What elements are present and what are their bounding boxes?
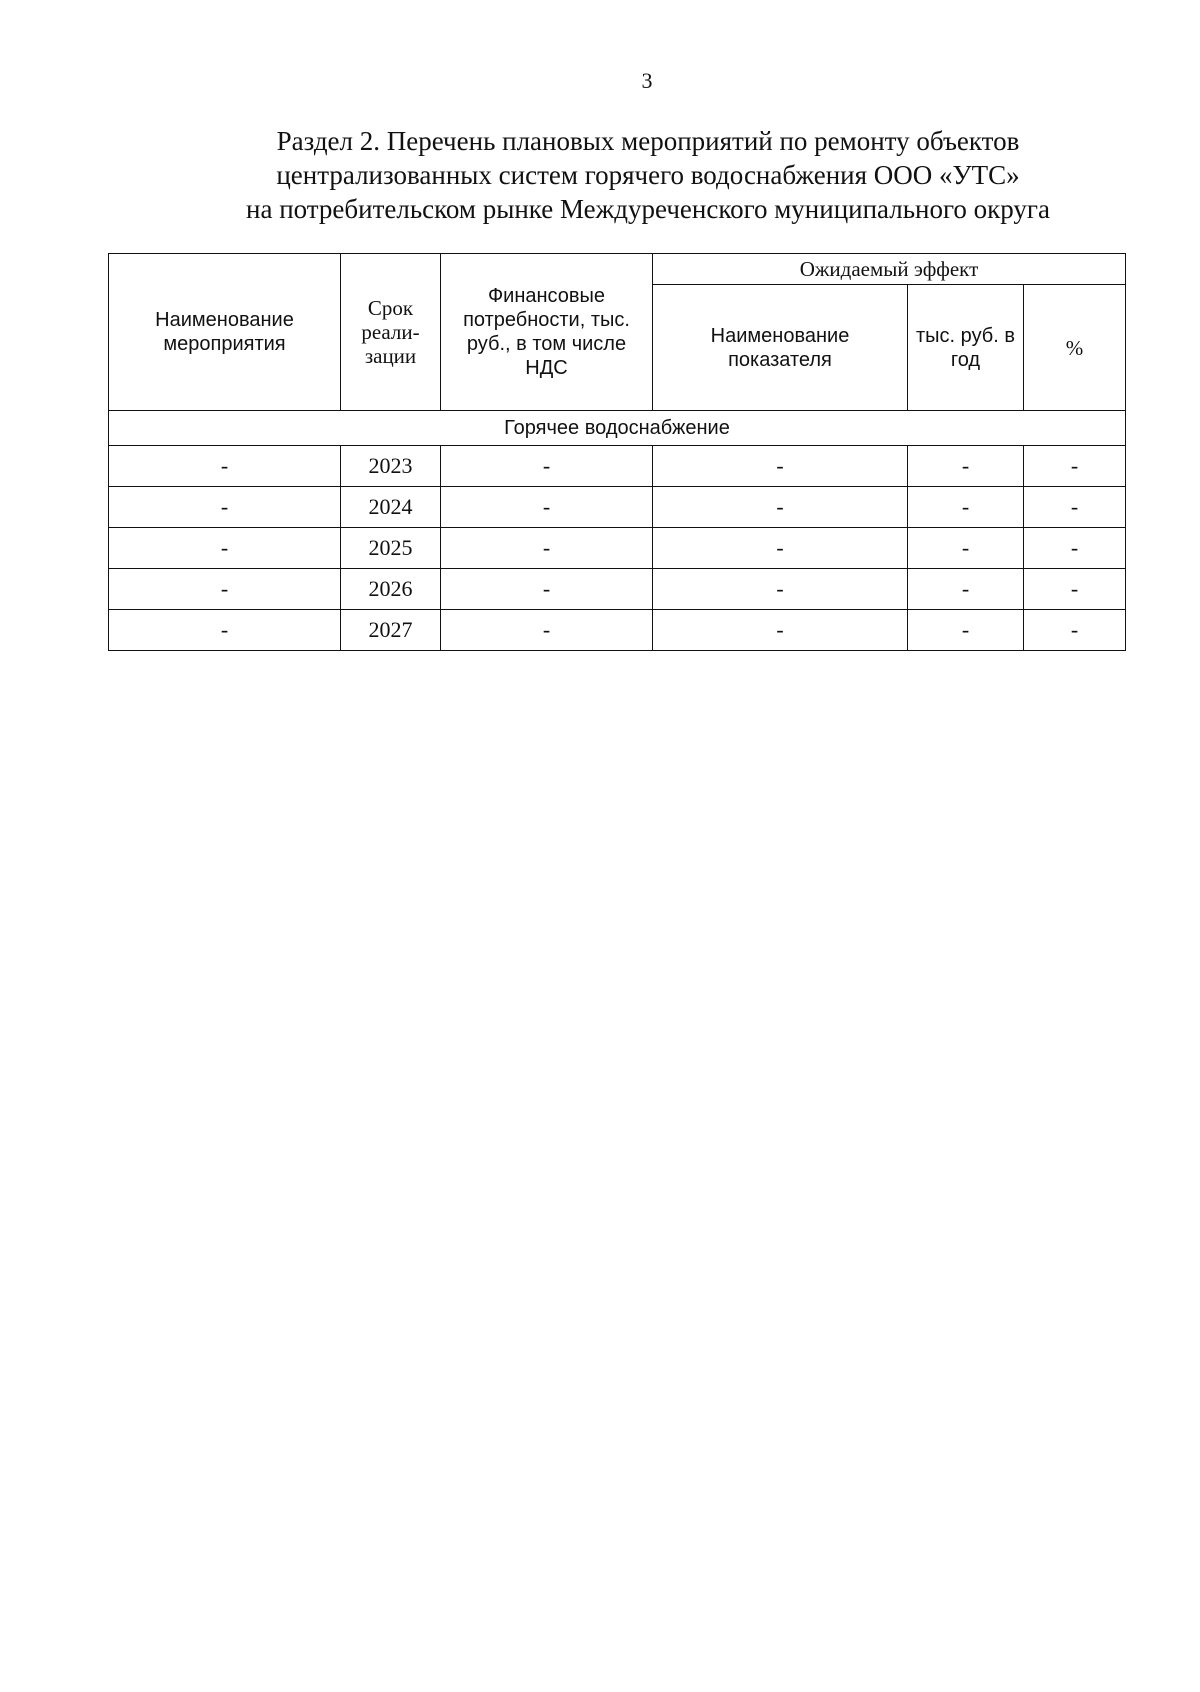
cell-financing: - — [441, 569, 653, 610]
cell-indicator: - — [653, 528, 908, 569]
section-label: Горячее водоснабжение — [109, 411, 1126, 446]
cell-percent: - — [1024, 569, 1126, 610]
cell-year: 2023 — [341, 446, 441, 487]
cell-rub: - — [908, 610, 1024, 651]
cell-indicator: - — [653, 569, 908, 610]
cell-rub: - — [908, 487, 1024, 528]
cell-rub: - — [908, 569, 1024, 610]
cell-financing: - — [441, 528, 653, 569]
cell-event-name: - — [109, 487, 341, 528]
cell-percent: - — [1024, 610, 1126, 651]
table-row — [109, 528, 1126, 569]
table-row — [109, 610, 1126, 651]
cell-percent: - — [1024, 528, 1126, 569]
header-term: Срок реали- зации — [341, 254, 441, 411]
cell-rub: - — [908, 528, 1024, 569]
title-line-2: централизованных систем горячего водоснабжения ООО «УТС» — [276, 160, 1020, 190]
measures-table — [108, 253, 1126, 651]
cell-indicator: - — [653, 487, 908, 528]
header-thousand-rub: тыс. руб. в год — [908, 285, 1024, 411]
cell-year: 2026 — [341, 569, 441, 610]
cell-indicator: - — [653, 610, 908, 651]
cell-year: 2027 — [341, 610, 441, 651]
cell-event-name: - — [109, 569, 341, 610]
cell-financing: - — [441, 487, 653, 528]
cell-year: 2025 — [341, 528, 441, 569]
header-event-name: Наименование мероприятия — [109, 254, 341, 411]
section-title — [120, 124, 1176, 226]
section-row — [109, 411, 1126, 446]
cell-percent: - — [1024, 487, 1126, 528]
cell-rub: - — [908, 446, 1024, 487]
title-line-3: на потребительском рынке Междуреченского муниципального округа — [246, 194, 1050, 224]
table-row — [109, 569, 1126, 610]
cell-financing: - — [441, 610, 653, 651]
header-indicator-name: Наименование показателя — [653, 285, 908, 411]
header-percent: % — [1024, 285, 1126, 411]
cell-event-name: - — [109, 446, 341, 487]
cell-financing: - — [441, 446, 653, 487]
cell-year: 2024 — [341, 487, 441, 528]
page-number: 3 — [641, 68, 653, 93]
table-row — [109, 487, 1126, 528]
cell-percent: - — [1024, 446, 1126, 487]
cell-event-name: - — [109, 610, 341, 651]
cell-indicator: - — [653, 446, 908, 487]
table-row — [109, 446, 1126, 487]
title-line-1: Раздел 2. Перечень плановых мероприятий по ремонту объектов — [276, 126, 1020, 156]
header-financing: Финансовые потребности, тыс. руб., в том числе НДС — [441, 254, 653, 411]
cell-event-name: - — [109, 528, 341, 569]
header-expected-effect: Ожидаемый эффект — [653, 254, 1126, 285]
